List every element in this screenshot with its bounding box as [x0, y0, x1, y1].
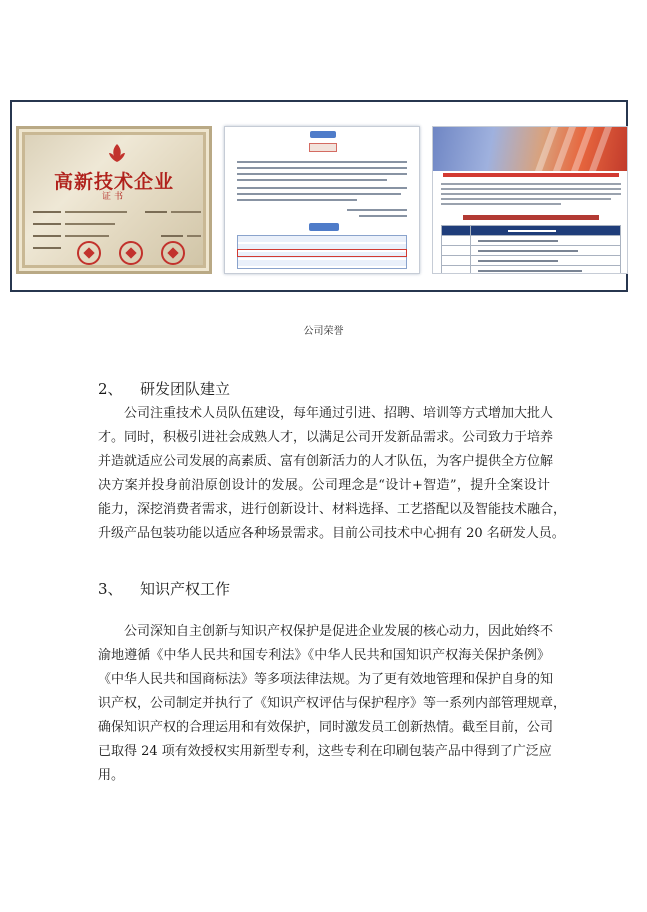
announcement-text-line — [441, 193, 621, 195]
paragraph-line: 渝地遵循《中华人民共和国专利法》《中华人民共和国知识产权海关保护条例》 — [98, 648, 550, 663]
paragraph-line: 识产权，公司制定并执行了《知识产权评估与保护程序》等一系列内部管理规章， — [98, 696, 567, 711]
notice-text-line — [237, 161, 407, 163]
notice-text-line — [237, 179, 387, 181]
paragraph-line: 公司注重技术人员队伍建设，每年通过引进、招聘、培训等方式增加大批人 — [124, 406, 554, 421]
announcement-table-row — [442, 236, 620, 246]
notice-text-line — [237, 167, 407, 169]
announcement-list-title — [463, 215, 599, 220]
notice-badge — [309, 143, 337, 152]
certificate-seal-icon — [119, 241, 143, 265]
paragraph-line: 并造就适应公司发展的高素质、富有创新活力的人才队伍，为客户提供全方位解 — [98, 454, 554, 469]
announcement-table-row — [442, 266, 620, 274]
section-heading-ip-work — [98, 578, 230, 599]
paragraph-line: 公司深知自主创新与知识产权保护是促进企业发展的核心动力，因此始终不 — [124, 624, 554, 639]
announcement-table-header — [442, 226, 620, 236]
announcement-text-line — [441, 183, 621, 185]
notice-text-line — [237, 187, 407, 189]
certificate-emblem-icon — [105, 143, 129, 163]
paragraph-line: 才。同时，积极引进社会成熟人才，以满足公司开发新品需求。公司致力于培养 — [98, 430, 554, 445]
honors-photo-band — [10, 100, 628, 292]
section-title: 研发团队建立 — [140, 380, 231, 398]
paragraph-line: 能力，深挖消费者需求，进行创新设计、材料选择、工艺搭配以及智能技术融合， — [98, 502, 567, 517]
announcement-table — [441, 225, 621, 274]
section-paragraph-ip-work — [98, 620, 567, 788]
announcement-table-row — [442, 256, 620, 266]
announcement-table-row — [442, 246, 620, 256]
paragraph-line: 决方案并投身前沿原创设计的发展。公司理念是“设计+智造”，提升全案设计 — [98, 478, 550, 493]
notice-text-line — [237, 199, 357, 201]
section-number: 2、 — [98, 380, 123, 398]
announcement-text-line — [441, 203, 561, 205]
section-heading-research-team — [98, 378, 230, 399]
figure-caption: 公司荣誉 — [303, 326, 344, 337]
announcement-text-line — [441, 188, 621, 190]
notice-text-line — [359, 215, 407, 217]
paragraph-line: 升级产品包装功能以适应各种场景需求。目前公司技术中心拥有 20 名研发人员。 — [98, 526, 565, 541]
paragraph-line: 用。 — [98, 768, 125, 783]
notice-text-line — [347, 209, 407, 211]
certificate-seal-icon — [161, 241, 185, 265]
high-tech-certificate-photo — [16, 126, 212, 274]
tech-center-announcement-photo — [432, 126, 628, 274]
certificate-title: 高新技术企业 — [53, 171, 174, 193]
government-notice-photo — [224, 126, 420, 274]
announcement-banner — [433, 127, 628, 171]
section-paragraph-research-team — [98, 402, 567, 546]
certificate-subtitle: 证书 — [101, 192, 126, 202]
notice-table-header — [309, 223, 339, 231]
section-title: 知识产权工作 — [140, 580, 231, 598]
announcement-headline — [443, 173, 619, 177]
notice-text-line — [237, 193, 401, 195]
announcement-text-line — [441, 198, 611, 200]
notice-text-line — [237, 173, 407, 175]
certificate-seal-icon — [77, 241, 101, 265]
certificate-field — [33, 207, 201, 216]
paragraph-line: 《中华人民共和国商标法》等多项法律法规。为了更有效地管理和保护自身的知 — [98, 672, 554, 687]
notice-highlight-box — [237, 249, 407, 257]
paragraph-line: 已取得 24 项有效授权实用新型专利，这些专利在印刷包装产品中得到了广泛应 — [98, 744, 552, 759]
certificate-field — [33, 219, 201, 228]
certificate-field — [33, 231, 201, 240]
paragraph-line: 确保知识产权的合理运用和有效保护，同时激发员工创新热情。截至目前，公司 — [98, 720, 554, 735]
notice-header-bar — [310, 131, 336, 138]
section-number: 3、 — [98, 580, 123, 598]
